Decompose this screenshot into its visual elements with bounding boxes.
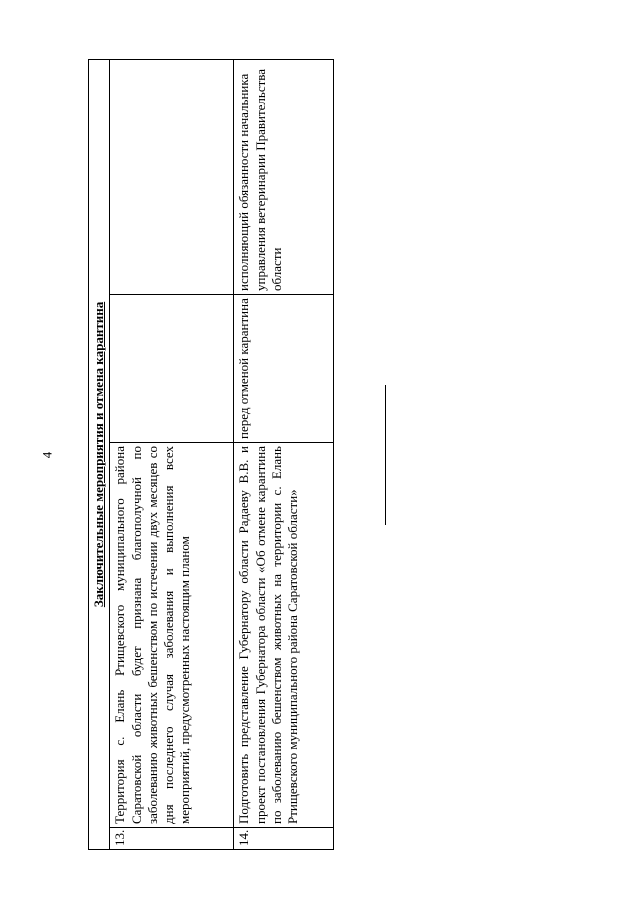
row-measure: Подготовить представление Губернатору области Радаеву В.В. и проект постановления Губернатора области «Об отмене карантина по заболеванию бешенством животных на территории с. Елань Ртищевского муниципального района Саратовской области» — [234, 443, 334, 828]
row-measure: Территория с. Елань Ртищевского муниципального района Саратовской области будет признана благополучной по заболеванию животных бешенством по истечении двух месяцев со дня последнего случая заболевания и выполнения всех мероприятий, предусмотренных настоящим планом — [110, 443, 234, 828]
row-number: 14. — [234, 828, 334, 850]
page-number: 4 — [39, 451, 55, 459]
table-row — [110, 59, 234, 849]
row-responsible — [110, 59, 234, 294]
row-number: 13. — [110, 828, 234, 850]
signature-line — [385, 385, 386, 525]
row-responsible: исполняющий обязанности начальника управления ветеринарии Правительства области — [234, 59, 334, 294]
rotated-content — [88, 60, 334, 850]
section-title: Заключительные мероприятия и отмена карантина — [89, 59, 110, 849]
row-deadline: перед отменой карантина — [234, 295, 334, 443]
table-row — [234, 59, 334, 849]
plan-table — [88, 59, 334, 850]
row-deadline — [110, 295, 234, 443]
section-header-row — [89, 59, 110, 849]
